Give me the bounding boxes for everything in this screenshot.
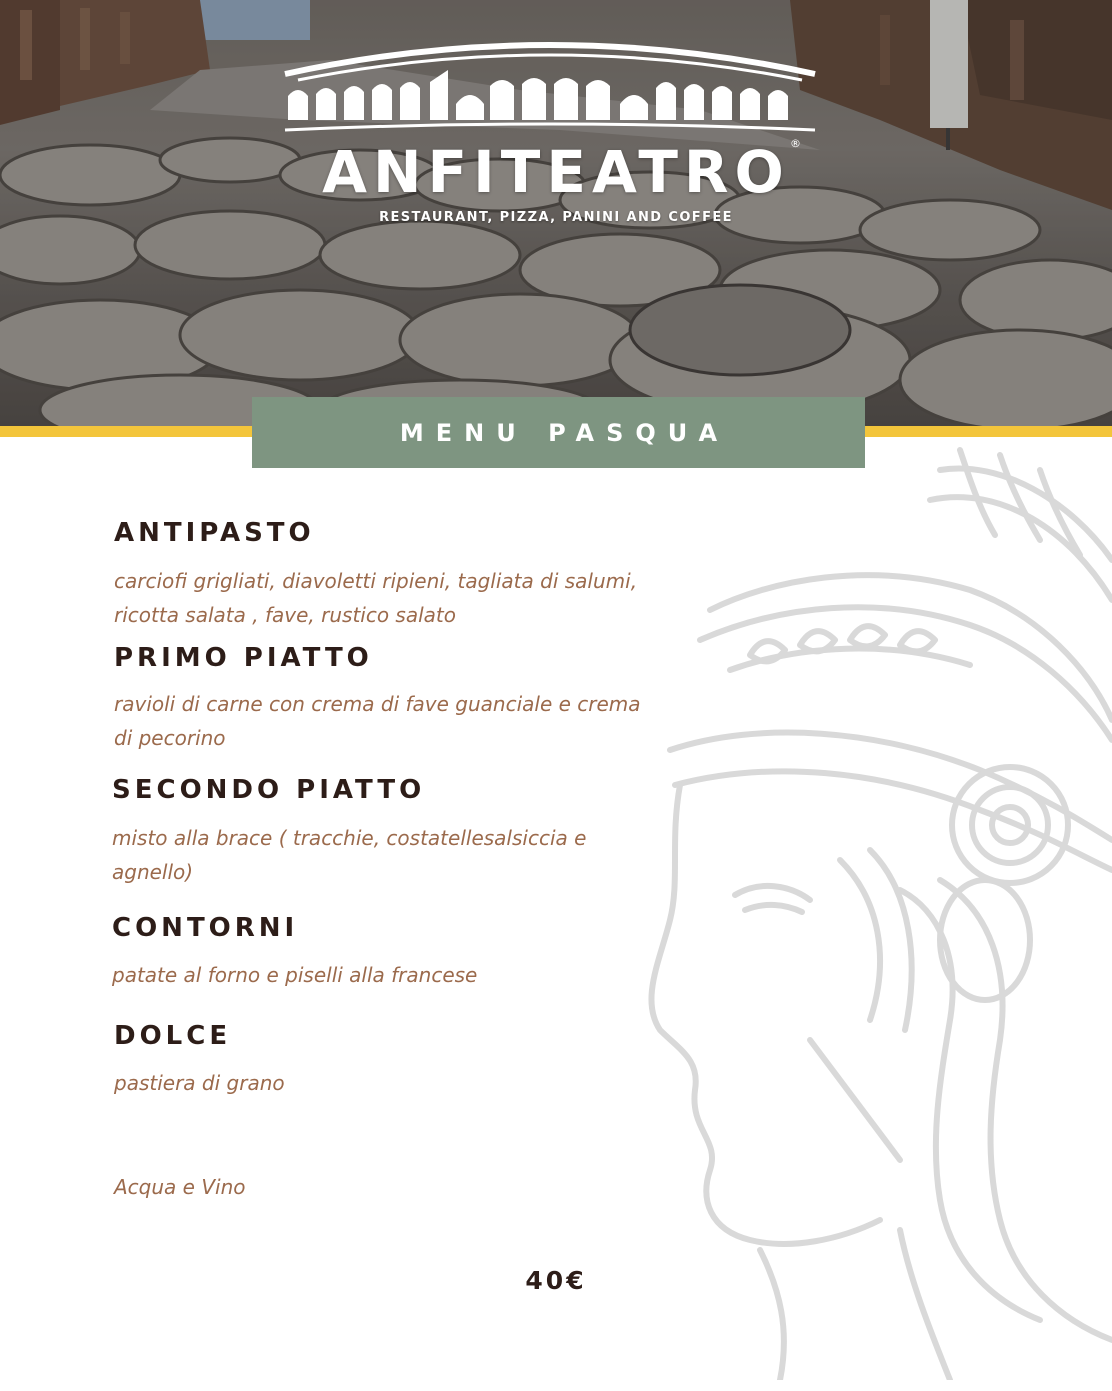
description-line: agnello) bbox=[112, 860, 194, 884]
menu-price: 40€ bbox=[525, 1266, 587, 1295]
section-heading-antipasto: ANTIPASTO bbox=[114, 518, 315, 548]
brand-name: ANFITEATRO bbox=[322, 138, 790, 206]
description-line: ravioli di carne con crema di fave guanciale e crema bbox=[114, 692, 641, 716]
section-description-dolce bbox=[114, 1066, 674, 1100]
section-description-antipasto bbox=[114, 564, 674, 632]
roman-warrior-helmet-sketch bbox=[640, 440, 1112, 1380]
description-line: misto alla brace ( tracchie, costatellesalsiccia e bbox=[112, 826, 587, 850]
section-description-secondo-piatto bbox=[112, 821, 672, 889]
menu-title: MENU PASQUA bbox=[399, 418, 730, 447]
section-heading-contorni: CONTORNI bbox=[112, 913, 299, 943]
section-description-contorni bbox=[112, 958, 672, 992]
description-line: pastiera di grano bbox=[114, 1071, 285, 1095]
description-line: patate al forno e piselli alla francese bbox=[112, 963, 478, 987]
amphitheatre-arches-logo bbox=[280, 34, 820, 138]
hero-photo bbox=[0, 0, 1112, 426]
drinks-note: Acqua e Vino bbox=[114, 1175, 246, 1199]
description-line: carciofi grigliati, diavoletti ripieni, tagliata di salumi, bbox=[114, 569, 638, 593]
brand-tagline: RESTAURANT, PIZZA, PANINI AND COFFEE bbox=[379, 210, 733, 225]
registered-mark: ® bbox=[790, 137, 801, 150]
description-line: di pecorino bbox=[114, 726, 226, 750]
section-heading-secondo-piatto: SECONDO PIATTO bbox=[112, 775, 426, 805]
section-heading-dolce: DOLCE bbox=[114, 1021, 232, 1051]
section-description-primo-piatto bbox=[114, 687, 674, 755]
description-line: ricotta salata , fave, rustico salato bbox=[114, 603, 456, 627]
section-heading-primo-piatto: PRIMO PIATTO bbox=[114, 643, 373, 673]
